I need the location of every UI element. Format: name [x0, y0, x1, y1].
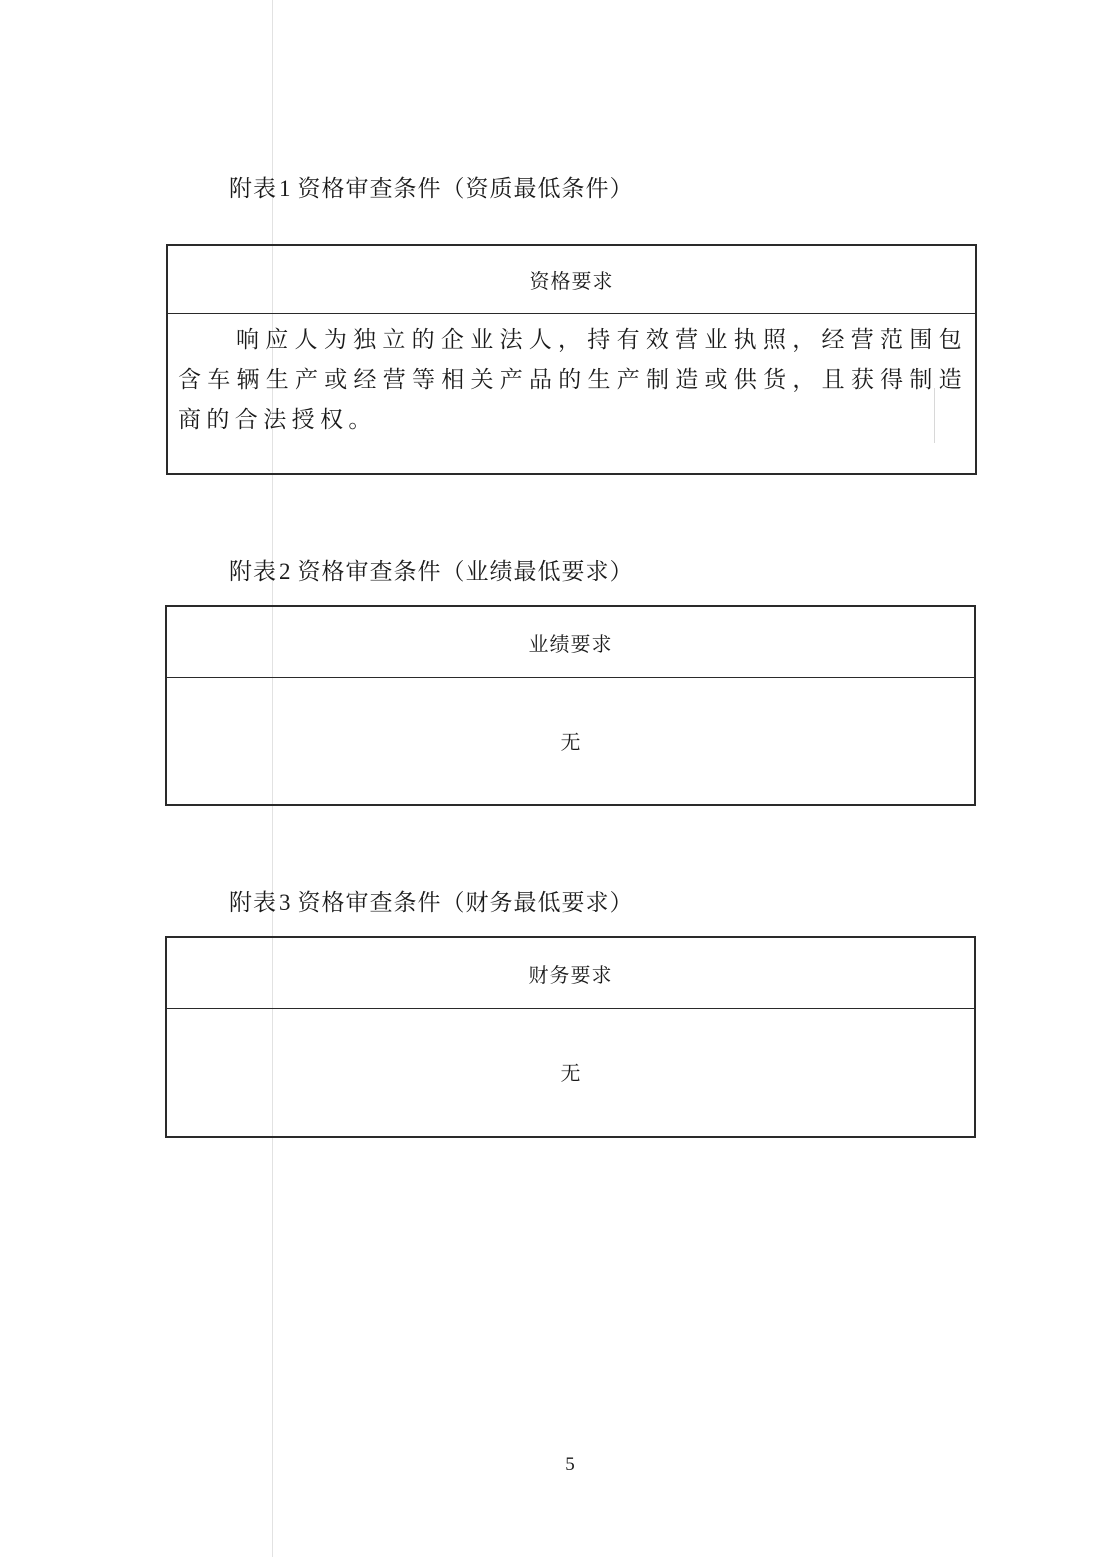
caption-prefix: 附表: [229, 890, 277, 916]
caption-prefix: 附表: [229, 176, 277, 202]
caption-number: 3: [279, 890, 292, 915]
page-number: 5: [565, 1454, 575, 1475]
caption-prefix: 附表: [229, 559, 277, 585]
table-content-cell: 无: [560, 729, 581, 754]
caption-title: 资格审查条件（资质最低条件）: [297, 176, 634, 202]
caption-number: 1: [279, 176, 292, 201]
caption-title: 资格审查条件（财务最低要求）: [297, 890, 634, 916]
table-content-cell: 无: [560, 1061, 581, 1085]
table-3-caption: [229, 884, 634, 917]
table-1-caption: [229, 170, 634, 203]
caption-number: 2: [279, 559, 292, 584]
table-header-cell: 财务要求: [167, 938, 974, 1009]
performance-table: [165, 605, 976, 806]
table-header-cell: 资格要求: [168, 246, 975, 314]
table-header-cell: 业绩要求: [167, 607, 974, 678]
financial-table: [165, 936, 976, 1138]
table-content-cell: 响应人为独立的企业法人，持有效营业执照，经营范围包含车辆生产或经营等相关产品的生产制造或供货，且获得制造商的合法授权。: [178, 327, 967, 433]
qualification-table: [166, 244, 977, 475]
caption-title: 资格审查条件（业绩最低要求）: [297, 559, 634, 585]
table-2-caption: [229, 553, 634, 586]
